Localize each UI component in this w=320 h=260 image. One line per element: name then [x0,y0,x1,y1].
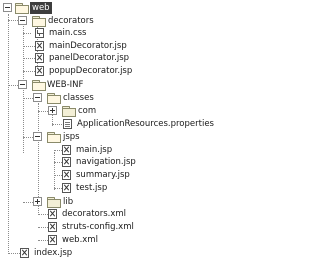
folder-icon [47,197,60,207]
css-file-icon [35,28,44,38]
tree-item-jsps[interactable]: jsps [63,132,80,142]
tree-connector [54,150,62,151]
tree-connector [23,33,31,34]
tree-item-decorators-xml[interactable]: decorators.xml [62,209,127,219]
tree-item-main-decorator[interactable]: mainDecorator.jsp [49,41,127,51]
jsp-file-icon [35,53,44,63]
tree-item-web-inf[interactable]: WEB-INF [47,80,84,90]
tree-item-main-css[interactable]: main.css [49,28,87,38]
collapse-toggle-classes[interactable] [33,93,42,102]
tree-connector [23,137,33,138]
tree-connector [8,253,20,254]
jsp-file-icon [62,183,71,193]
tree-item-navigation-jsp[interactable]: navigation.jsp [76,157,136,167]
jsp-file-icon [62,145,71,155]
tree-connector [23,46,35,47]
tree-connector [54,175,62,176]
xml-file-icon [48,222,57,232]
jsp-file-icon [20,248,29,258]
xml-file-icon [48,209,57,219]
collapse-toggle-decorators[interactable] [18,16,27,25]
folder-open-icon [32,80,45,90]
xml-file-icon [48,235,57,245]
tree-connector [23,98,33,99]
tree-connector [38,240,48,241]
tree-item-struts-config[interactable]: struts-config.xml [62,222,134,232]
folder-open-icon [32,16,45,26]
collapse-toggle-web[interactable] [3,3,12,12]
tree-connector [23,58,35,59]
jsp-file-icon [62,170,71,180]
tree-item-web-xml[interactable]: web.xml [62,235,98,245]
tree-item-web[interactable]: web [32,3,50,13]
tree-guide-line [8,14,9,254]
tree-item-index-jsp[interactable]: index.jsp [34,248,73,258]
tree-item-summary-jsp[interactable]: summary.jsp [76,170,130,180]
tree-connector [54,188,62,189]
expand-toggle-com[interactable] [48,106,57,115]
tree-connector [52,124,62,125]
jsp-file-icon [35,41,44,51]
expand-toggle-lib[interactable] [33,197,42,206]
tree-connector [38,227,48,228]
tree-guide-line [54,152,55,190]
collapse-toggle-jsps[interactable] [33,132,42,141]
tree-item-com[interactable]: com [78,106,97,116]
tree-connector [38,214,48,215]
jsp-file-icon [62,157,71,167]
tree-connector [54,162,62,163]
tree-connector [38,111,48,112]
folder-icon [62,106,75,116]
tree-item-test-jsp[interactable]: test.jsp [76,183,108,193]
tree-connector [23,202,33,203]
folder-open-icon [15,3,28,13]
tree-item-main-jsp[interactable]: main.jsp [76,145,113,155]
tree-item-popup-decorator[interactable]: popupDecorator.jsp [49,66,133,76]
folder-open-icon [47,93,60,103]
tree-item-application-resources[interactable]: ApplicationResources.properties [77,119,214,129]
tree-item-lib[interactable]: lib [63,197,74,207]
folder-open-icon [47,132,60,142]
collapse-toggle-web-inf[interactable] [18,80,27,89]
tree-connector [23,71,35,72]
tree-item-decorators[interactable]: decorators [48,16,94,26]
jsp-file-icon [35,66,44,76]
properties-file-icon [63,119,72,129]
tree-item-panel-decorator[interactable]: panelDecorator.jsp [49,53,130,63]
tree-item-classes[interactable]: classes [63,93,94,103]
